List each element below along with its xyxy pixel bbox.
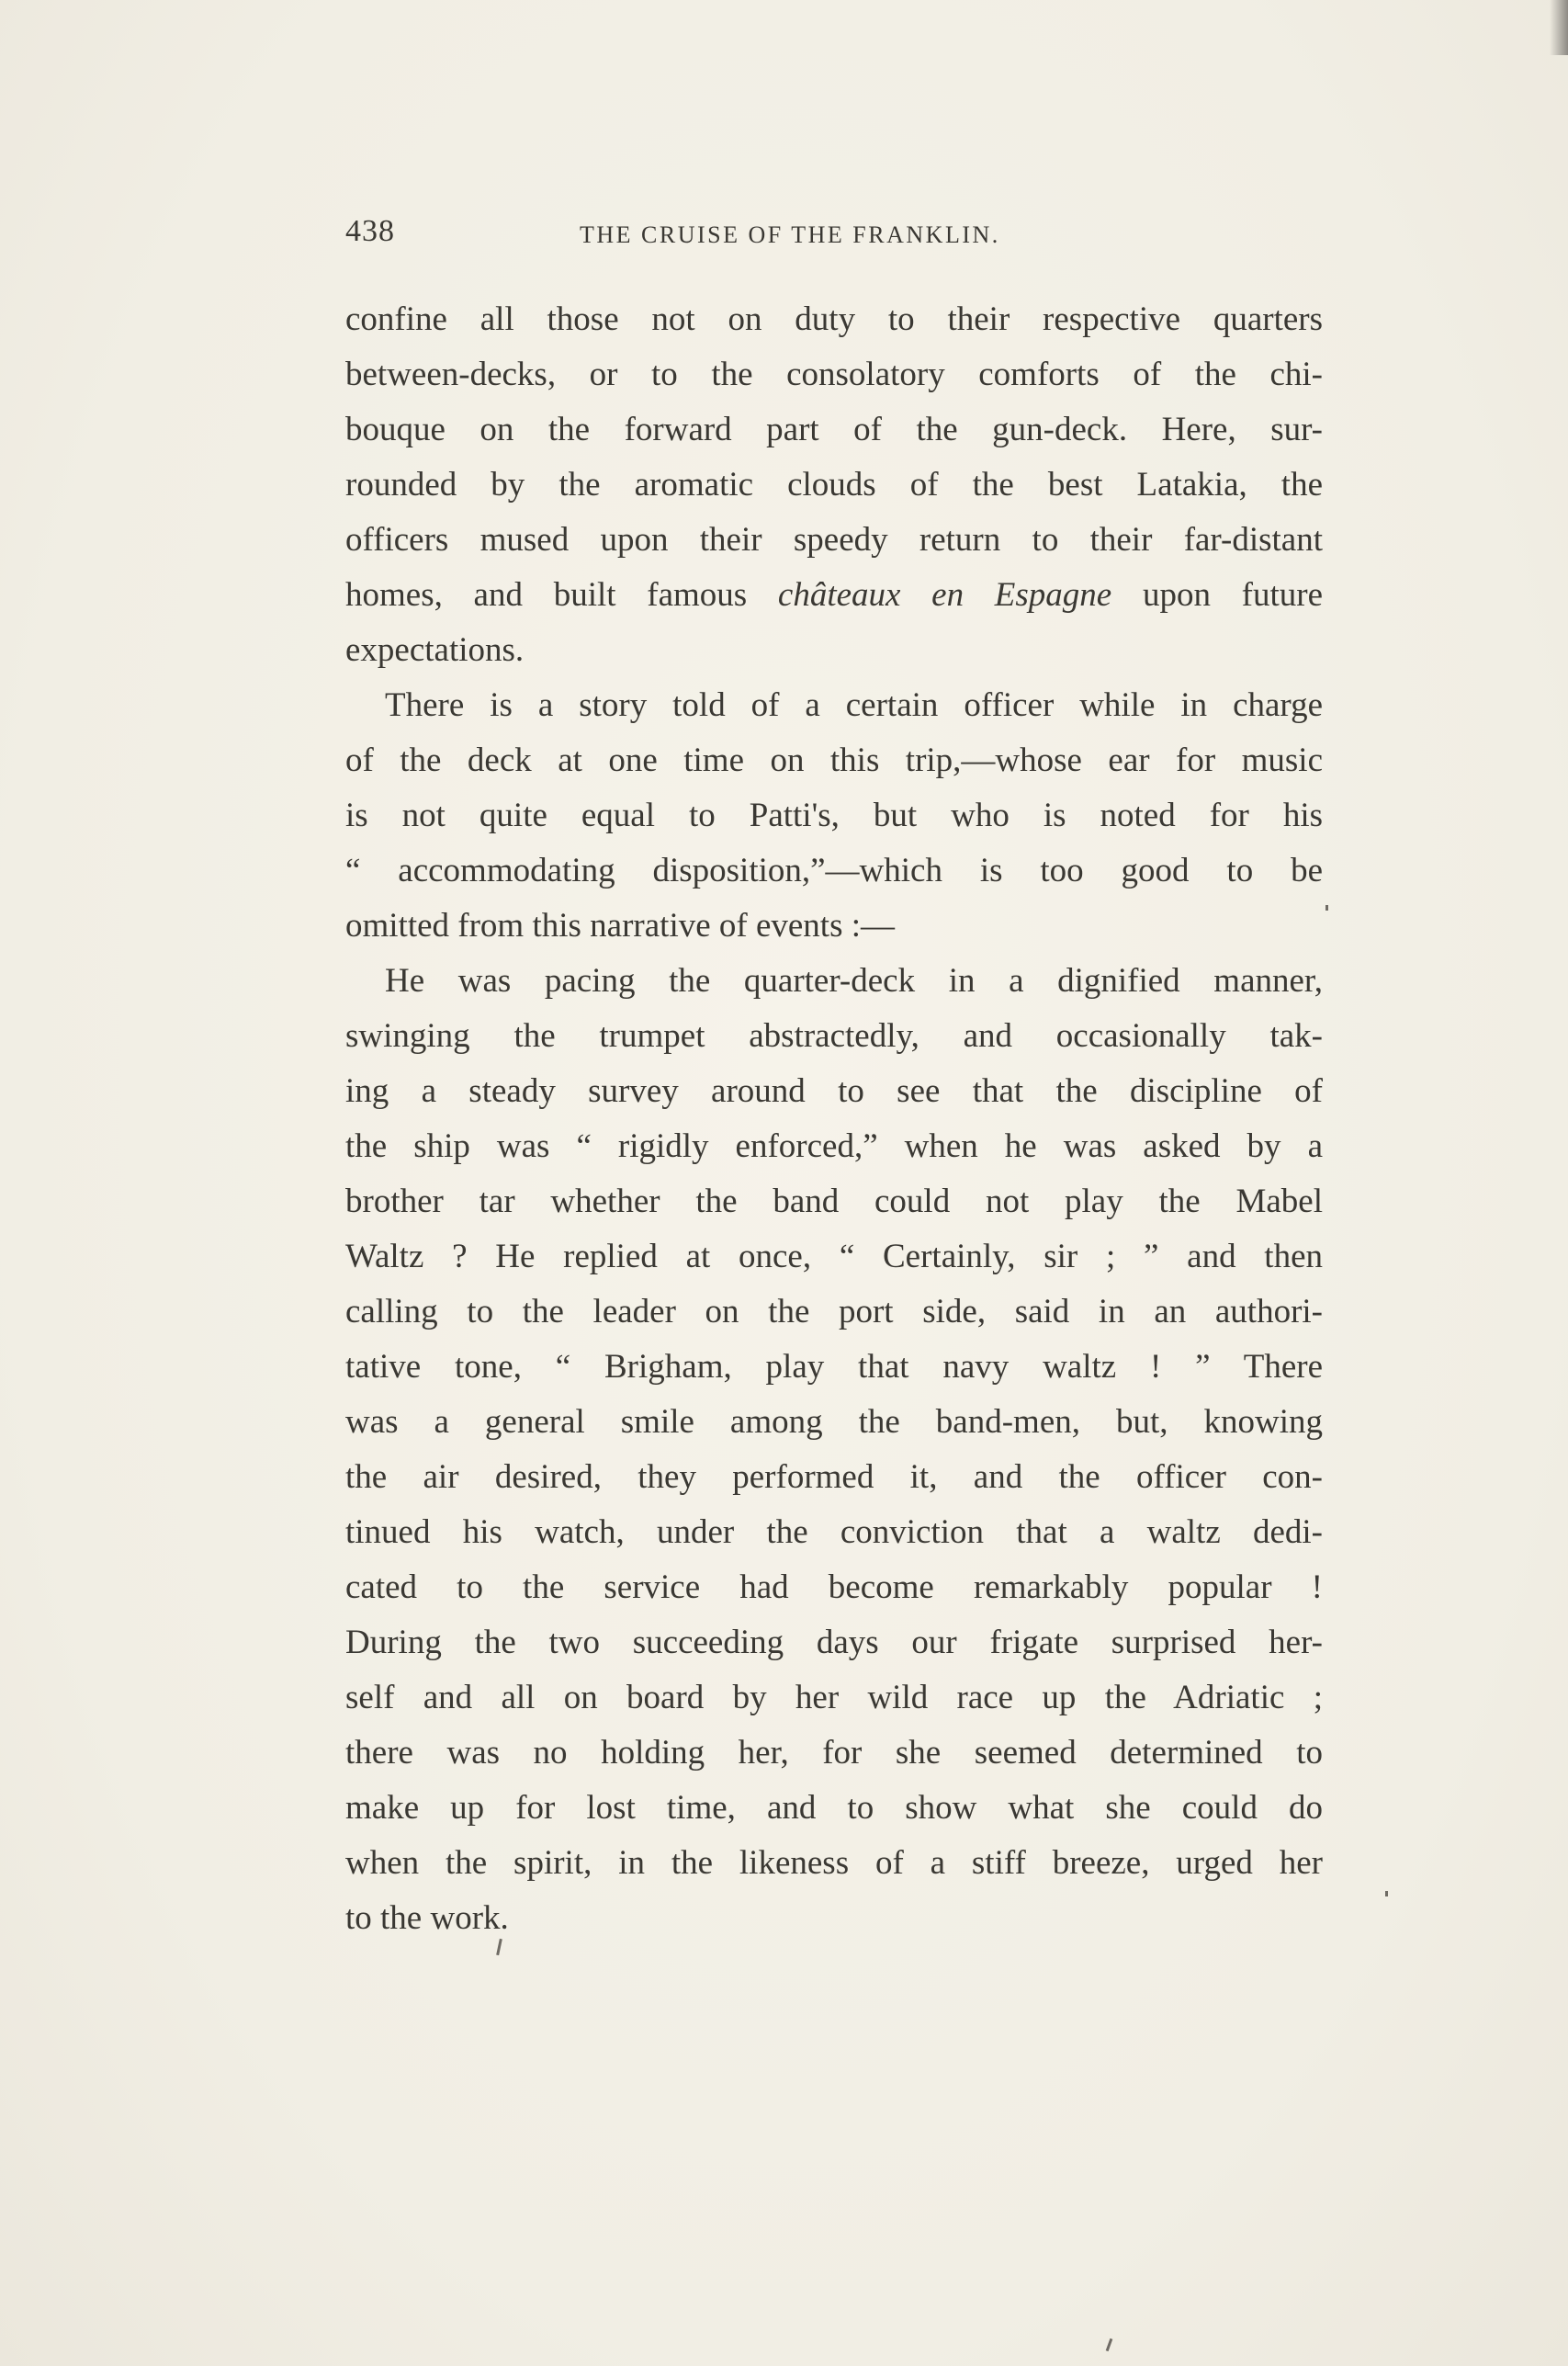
paragraph-start-line: He was pacing the quarter-deck in a dignified manner, (385, 962, 1323, 1000)
text-line: when the spirit, in the likeness of a stiff breeze, urged her (345, 1844, 1323, 1882)
running-head: THE CRUISE OF THE FRANKLIN. (580, 221, 1000, 248)
paragraph-end-line: omitted from this narrative of events :— (345, 907, 896, 945)
text-line: calling to the leader on the port side, said in an authori- (345, 1293, 1323, 1330)
text-line: there was no holding her, for she seemed determined to (345, 1734, 1323, 1772)
print-speck (1385, 1891, 1388, 1896)
text-line: of the deck at one time on this trip,—whose ear for music (345, 741, 1323, 779)
text-line: tinued his watch, under the conviction that a waltz dedi- (345, 1513, 1323, 1551)
text-segment: homes, and built famous (345, 576, 748, 614)
page-number: 438 (345, 214, 395, 248)
text-line: the air desired, they performed it, and the officer con- (345, 1458, 1323, 1496)
page-edge-shadow (1550, 0, 1568, 55)
text-line: self and all on board by her wild race up the Adriatic ; (345, 1679, 1323, 1716)
italic-phrase: châteaux en Espagne (777, 576, 1112, 614)
text-line: the ship was “ rigidly enforced,” when he was asked by a (345, 1127, 1323, 1165)
print-speck (1106, 2338, 1113, 2351)
text-line: tative tone, “ Brigham, play that navy waltz ! ” There (345, 1348, 1323, 1386)
text-segment: upon future (1142, 576, 1323, 614)
paragraph-end-line: to the work. (345, 1899, 509, 1937)
text-line-with-italic (345, 568, 1323, 623)
text-line: is not quite equal to Patti's, but who is noted for his (345, 797, 1323, 834)
text-line: was a general smile among the band-men, but, knowing (345, 1403, 1323, 1441)
text-line: “ accommodating disposition,”—which is too good to be (345, 852, 1323, 889)
paragraph-start-line: There is a story told of a certain officer while in charge (385, 686, 1323, 724)
text-line: bouque on the forward part of the gun-deck. Here, sur- (345, 411, 1323, 448)
text-line: confine all those not on duty to their respective quarters (345, 300, 1323, 338)
page-header (345, 214, 1319, 260)
text-line: rounded by the aromatic clouds of the best Latakia, the (345, 466, 1323, 504)
body-text (345, 292, 1323, 1946)
text-line: swinging the trumpet abstractedly, and occasionally tak- (345, 1017, 1323, 1055)
text-line: make up for lost time, and to show what she could do (345, 1789, 1323, 1827)
paragraph-end-line: expectations. (345, 631, 525, 669)
text-line: brother tar whether the band could not play the Mabel (345, 1183, 1323, 1220)
text-line: officers mused upon their speedy return to their far-distant (345, 521, 1323, 559)
text-line: Waltz ? He replied at once, “ Certainly, sir ; ” and then (345, 1238, 1323, 1275)
text-line: ing a steady survey around to see that the discipline of (345, 1072, 1323, 1110)
text-line: During the two succeeding days our frigate surprised her- (345, 1624, 1323, 1661)
print-speck (1325, 905, 1328, 911)
text-line: between-decks, or to the consolatory comforts of the chi- (345, 356, 1323, 393)
text-line: cated to the service had become remarkably popular ! (345, 1568, 1323, 1606)
